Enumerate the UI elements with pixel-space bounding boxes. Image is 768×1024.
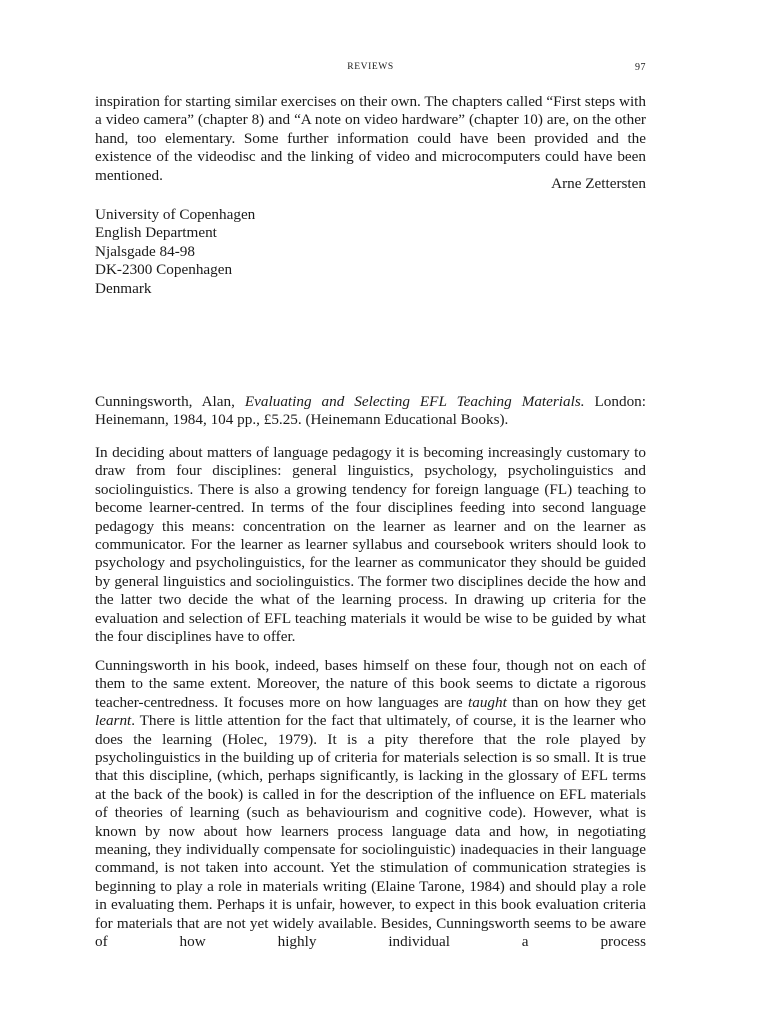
address-line: University of Copenhagen: [95, 206, 256, 223]
reviewer-signature: Arne Zettersten: [551, 175, 646, 192]
citation-author: Cunningsworth, Alan,: [95, 393, 245, 410]
running-title: REVIEWS: [347, 62, 394, 72]
address-line: English Department: [95, 224, 217, 242]
review-paragraph-2: [95, 657, 646, 952]
paragraph-text: . There is little attention for the fact that ultimately, of course, it is the learner who does the learning (Holec, 1979). It is a pity therefore that the role played by psycholinguistics in the building up of criteria for materials selection is so small. It is true that this discipline, (which, perhaps significantly, is lacking in the glossary of EFL terms at the back of the book) is called in for the description of the influence on EFL materials of theories of learning (such as behaviourism and cognitive code). However, what is known by now about how learners process language data and how, in negotiating meaning, they individually compensate for sociolinguistic) inadequacies in their language command, is not taken into account. Yet the stimulation of communication strategies is beginning to play a role in materials writing (Elaine Tarone, 1984) and should play a role in evaluating them. Perhaps it is unfair, however, to expect in this book evaluation criteria for materials that are not yet widely available. Besides, Cunningsworth seems to be aware of how highly individual a process: [95, 712, 646, 951]
paragraph-text: inspiration for starting similar exercises on their own. The chapters called “First steps with a video camera” (chapter 8) and “A note on video hardware” (chapter 10) are, on the other hand, too elementary. Some further information could have been provided and the existence of the videodisc and the linking of video and microcomputers could have been mentioned.: [95, 93, 646, 184]
address-line: DK-2300 Copenhagen: [95, 261, 233, 279]
previous-review-closing-paragraph: [95, 93, 646, 185]
book-citation: [95, 393, 646, 430]
running-header: [95, 62, 646, 76]
citation-title: Evaluating and Selecting EFL Teaching Materials.: [244, 393, 595, 410]
review-paragraph-1: [95, 444, 646, 646]
paragraph-text: than on how they get: [506, 693, 646, 711]
paragraph-text: In deciding about matters of language pedagogy it is becoming increasingly customary to draw from four disciplines: general linguistics, psychology, psycholinguistics and sociolinguistics. There is also a growing tendency for foreign language (FL) teaching to become learner-centred. In terms of the four disciplines feeding into second language pedagogy this means: concentration on the learner as learner and on the learner as communicator. For the learner as learner syllabus and coursebook writers should look to psychology and psycholinguistics, for the learner as communicator they should be guided by general linguistics and sociolinguistics. The former two disciplines decide the how and the latter two decide the what of the learning process. In drawing up criteria for the evaluation and selection of EFL teaching materials it would be wise to be guided by what the four disciplines have to offer.: [95, 444, 646, 646]
emphasis-learnt: learnt: [95, 712, 132, 730]
paragraph-text: Cunningsworth in his book, indeed, bases himself on these four, though not on each of them to the same extent. Moreover, the nature of this book seems to dictate a rigorous teacher-centredness. It focuses more on how languages are: [95, 657, 646, 711]
page-number: 97: [635, 62, 646, 73]
citation-publisher: London: Heinemann, 1984, 104 pp., £5.25. (Heinemann Educational Books).: [95, 393, 646, 429]
reviewer-address: [95, 206, 255, 298]
address-line: Njalsgade 84-98: [95, 242, 195, 260]
address-line: Denmark: [95, 279, 152, 297]
emphasis-taught: taught: [468, 693, 507, 711]
